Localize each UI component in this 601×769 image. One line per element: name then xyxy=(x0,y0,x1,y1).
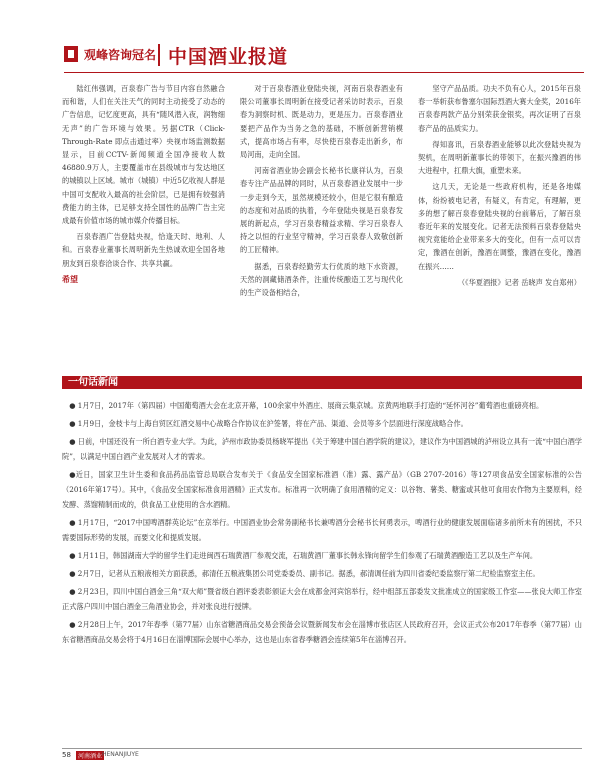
article-column-1 xyxy=(62,82,225,286)
column-logo-icon xyxy=(64,46,78,62)
paragraph: 据悉，百泉春经勤劳太行优质的地下水资源，天然的洞藏储酒条件，注重传统酿造工艺与现代化的生产设备相结合， xyxy=(240,261,403,298)
paragraph: 陆红伟强调，百泉春广告与节目内容自然融合而和谐，人们在关注天气的同时主动接受了动态的广告信息，记忆度更高，具有“随风潜入夜，润物细无声”的广告环境与效果。另据CTR（Click-Through-Rate 即点击通过率）央视市场监测数据显示，目前CCTV-新闻频道全国净接收人数46880.9万人，主要覆盖市在县级城市与发达地区的城镇以上区域。城市（城镇）中近5亿收视人群是中国可支配收入最高的社会阶层，已是拥有较强消费能力的主体，已足够支持全国性的品牌广告主完成最有价值市场的城市媒介传播目标。 xyxy=(62,84,225,226)
list-item: ● 2月28日上午，2017年春季（第77届）山东省糖酒商品交易会预备会议暨新闻发布会在淄博市张店区人民政府召开，会议正式公布2017年春季（第77届）山东省糖酒商品交易会将于4月16日在淄博国际会展中心举办，这也是山东省春季糖酒会连续第5年在淄博召开。 xyxy=(62,620,582,644)
section-title: 一句话新闻 xyxy=(68,377,118,388)
list-item: ●近日，国家卫生计生委和食品药品监管总局联合发布关于《食品安全国家标准酒（准）露、露产品》（GB 2707-2016）等127项食品安全国家标准的公告（2016年第17号）。其中，《食品安全国家标准食用酒精》正式发布。标准再一次明确了食用酒精的定义：以谷物、薯类、糖蜜或其他可食用农作物为主要原料，经发酵、蒸馏精制而成的，供食品工业使用的含水酒精。 xyxy=(62,470,582,509)
section-header xyxy=(62,376,582,389)
byline: （《华夏酒报》记者 岳晓声 发自郑州） xyxy=(457,277,581,287)
paragraph: 百泉春酒广告登陆央视，恰逢天时、地利、人和。百泉春业董事长周明新先生热诚欢迎全国各地朋友到百泉春洽谈合作、共享共赢。 xyxy=(62,232,225,268)
paragraph: 对于百泉春酒业登陆央视，河南百泉春酒业有限公司董事长周明新在接受记者采访时表示，百泉春为洞察时机、既是动力，更是压力。百泉春酒业要把产品作为当务之急的基础，不断创新营销模式，提高市场占有率，尽快使百泉春走出新乡，布局河南，走向全国。 xyxy=(240,84,403,160)
list-item: ● 1月9日，金枝卡与上海自贸区红酒交易中心战略合作协议在沪签署，将在产品、渠道、会员等多个层面进行深度战略合作。 xyxy=(69,419,468,428)
footer-rule xyxy=(62,748,582,749)
page-title: 中国酒业报道 xyxy=(168,46,289,68)
page-footer xyxy=(62,748,582,760)
list-item: ● 2月23日，四川中国白酒金三角“双大师”暨省级白酒评委表彰颁证大会在成都金河宾馆举行，经中组部五部委发文批准成立的国家级工作室——张良大师工作室正式落户四川中国白酒金三角酒业协会，并对张良进行授牌。 xyxy=(62,587,582,611)
page-number: 58 xyxy=(62,751,71,759)
paragraph: 河南省酒业协会副会长秘书长康祥认为，百泉春专注产品品牌的同时，从百泉春酒业发展中一步一步走到今天，虽然规模还较小，但是它很有酿造的态度和对品质的执着，今年登陆央视是百泉春发展的新起点，学习百泉春精益求精、学习百泉春人持之以恒的行业坚守精神，学习百泉春人致敬创新的工匠精神。 xyxy=(240,166,403,255)
magazine-name-english: HENANJIUYE xyxy=(102,751,139,758)
sponsor-label: 观峰咨询冠名 xyxy=(84,48,157,62)
magazine-tag: 河南酒业 xyxy=(78,753,103,760)
list-item: ● 2月7日，记者从五粮液相关方面获悉，郝清任五粮液集团公司党委委员、副书记。据悉，郝清调任前为四川省委纪委监察厅第二纪检监察室主任。 xyxy=(69,569,540,578)
article-column-3 xyxy=(418,82,581,292)
paragraph: 坚守产品品质。功夫不负有心人，2015年百泉春一举斩获布鲁塞尔国际烈酒大赛大金奖，2016年百泉春两款产品分别荣获金银奖，再次证明了百泉春产品的品质实力。 xyxy=(418,84,581,133)
paragraph: 这几天，无论是一些政府机构，还是各地媒体，纷纷被电记者，有疑义，有肯定，有理解，更多的想了解百泉春登陆央视的台前幕后，了解百泉春近年来的发展变化。记者无法预料百泉春登陆央视究竟能给企业带来多大的变化，但有一点可以肯定，豫酒在创新，豫酒在调整，豫酒在变化，豫酒在振兴…… xyxy=(418,182,581,271)
header-rule xyxy=(64,72,584,73)
list-item: ● 1月7日，2017年（第四届）中国葡萄酒大会在北京开幕，100余家中外酒庄、展商云集京城。京黄两地联手打造的“延怀河谷”葡萄酒也重磅亮相。 xyxy=(69,401,544,410)
article-body xyxy=(62,82,582,352)
list-item: ● 1月17日，“2017中国啤酒群英论坛”在京举行。中国酒业协会常务副秘书长兼啤酒分会秘书长何勇表示，啤酒行业的健康发展面临诸多前所未有的困扰，不只需要国际形势的发展，而要文化和提质发展。 xyxy=(62,518,582,542)
signature-mark: 希望 xyxy=(62,274,78,284)
article-column-2 xyxy=(240,82,403,302)
list-item: ● 日前，中国还没有一所白酒专业大学。为此，泸州市政协委员杨晓军提出《关于筹建中国白酒学院的建议》，建议作为中国酒城的泸州设立具有一流“中国白酒学院”，以满足中国白酒产业发展对人才的需求。 xyxy=(62,437,582,461)
list-item: ● 1月11日，韩国湖南大学的留学生们走进闽西石瑞黄酒厂参观交流，石瑞黄酒厂董事长韩永锋向留学生们参观了石瑞黄酒酿造工艺以及生产车间。 xyxy=(69,551,538,560)
news-list xyxy=(62,398,582,650)
page-header xyxy=(64,40,584,76)
paragraph: 得知喜讯，百泉春酒业能够以此次登陆央视为契机，在周明新董事长的带领下，在振兴豫酒的伟大进程中，扛鼎大旗，重塑未来。 xyxy=(418,139,581,176)
header-divider xyxy=(158,44,160,66)
